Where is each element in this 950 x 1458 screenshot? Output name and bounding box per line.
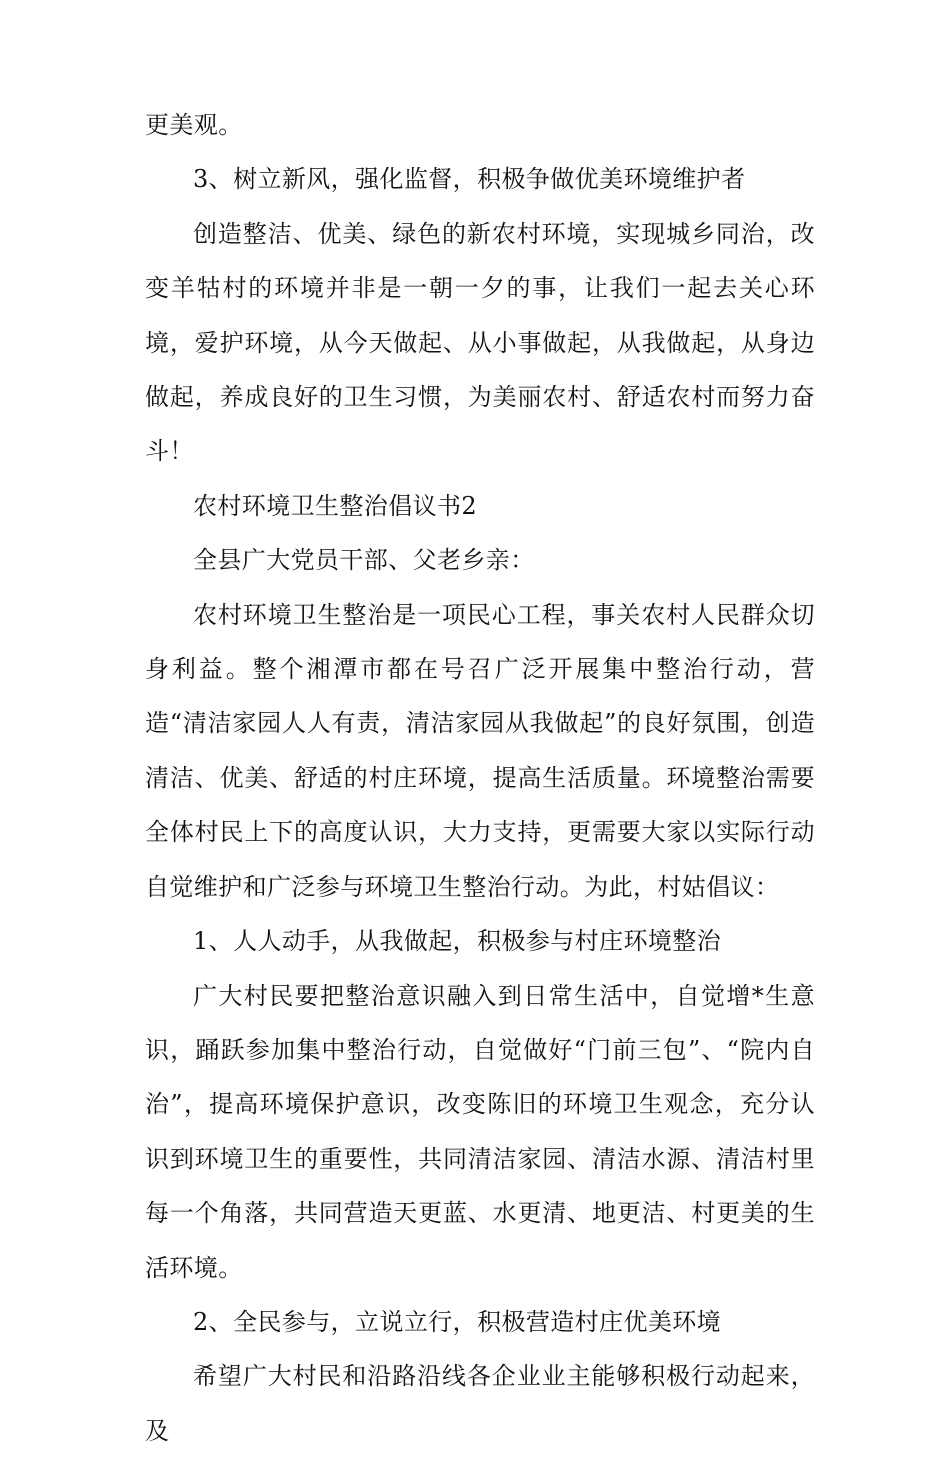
paragraph: 创造整洁、优美、绿色的新农村环境，实现城乡同治，改变羊牯村的环境并非是一朝一夕的事，让我们一起去关心环境，爱护环境，从今天做起、从小事做起，从我做起，从身边做起，养成良好的卫生习惯，为美丽农村、舒适农村而努力奋斗！ bbox=[145, 219, 815, 466]
paragraph: 希望广大村民和沿路沿线各企业业主能够积极行动起来，及 bbox=[145, 1362, 815, 1445]
salutation: 全县广大党员干部、父老乡亲： bbox=[193, 546, 535, 575]
section-heading-2: 2、全民参与，立说立行，积极营造村庄优美环境 bbox=[193, 1307, 722, 1336]
section-heading-1: 1、人人动手，从我做起，积极参与村庄环境整治 bbox=[193, 927, 722, 956]
paragraph: 农村环境卫生整治是一项民心工程，事关农村人民群众切身利益。整个湘潭市都在号召广泛开展集中整治行动，营造“清洁家园人人有责，清洁家园从我做起”的良好氛围，创造清洁、优美、舒适的村庄环境，提高生活质量。环境整治需要全体村民上下的高度认识，大力支持，更需要大家以实际行动自觉维护和广泛参与环境卫生整治行动。为此，村姑倡议： bbox=[145, 600, 815, 901]
paragraph: 广大村民要把整治意识融入到日常生活中，自觉增*生意识，踊跃参加集中整治行动，自觉做好“门前三包”、“院内自治”，提高环境保护意识，改变陈旧的环境卫生观念，充分认识到环境卫生的重要性，共同清洁家园、清洁水源、清洁村里每一个角落，共同营造天更蓝、水更清、地更洁、村更美的生活环境。 bbox=[145, 981, 815, 1282]
document-body bbox=[145, 98, 815, 1458]
section-heading-3: 3、树立新风，强化监督，积极争做优美环境维护者 bbox=[193, 165, 746, 194]
document-title: 农村环境卫生整治倡议书2 bbox=[193, 491, 478, 520]
paragraph-continuation: 更美观。 bbox=[145, 111, 243, 139]
